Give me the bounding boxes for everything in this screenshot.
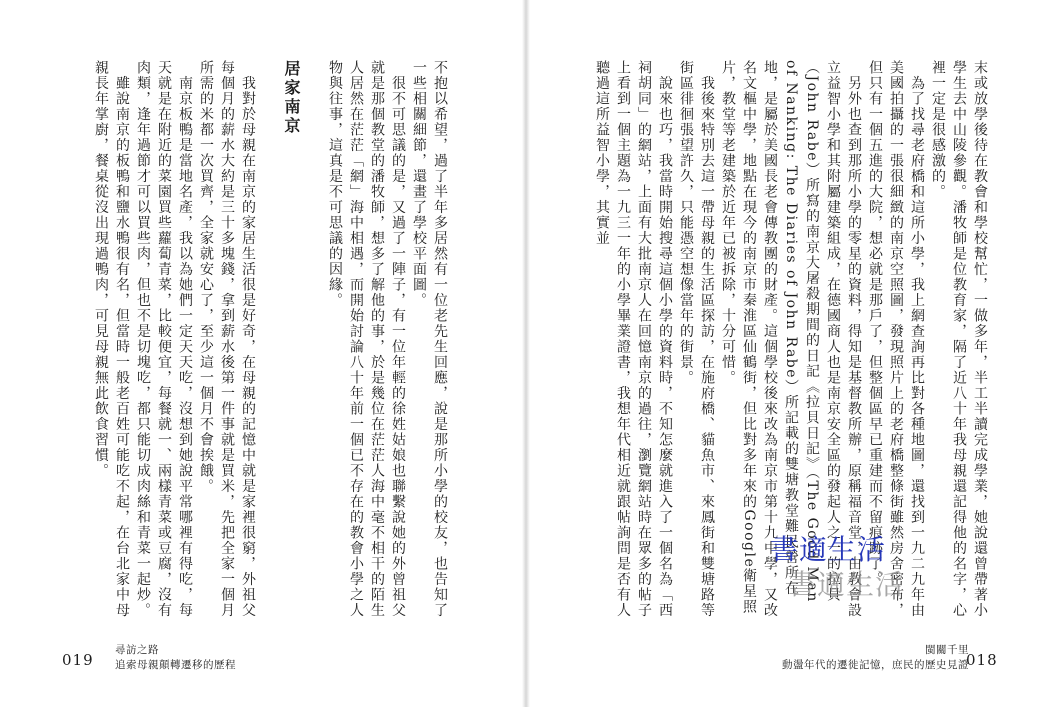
page-number-left: 019 <box>62 651 94 669</box>
paragraph: 為了找尋老府橋和這所小學，我上網查詢再比對各種地圖，還找到一九二九年由美國拍攝的一張很細緻的南京空照圖，發現照片上的老府橋整條街雖然房舍密布，但只有一個五進的大院，想必就是那戶了，但整個區早已重建而不留痕跡了。 <box>867 60 925 618</box>
watermark-gray: 書適生活 <box>788 568 905 601</box>
paragraph: 另外也查到那所小學的零星的資料，得知是基督教所辦，原稱福音堂，由教會設立益智小學和其附屬建築組成，在德國商人也是南京安全區的發起人之一的拉貝（John Rabe）所寫的南京大屠殺期間的日記《拉貝日記》（The Good Man of Nanking: The Diaries of John Rabe）所記載的雙塘教堂難民營所在地，是屬於美國長老會傳教團的財產。這個學校後來改為南京市第十九中學，又改名文樞中學，地點在現今的南京市秦淮區仙鶴街，但比對多年來的Google衛星照片，教堂等老建築於近年已被拆除，十分可惜。 <box>720 60 862 618</box>
running-head-title: 尋訪之路 <box>115 644 159 656</box>
paragraph: 說來也巧，我當時開始搜尋這個小學的資料時，不知怎麼就進入了一個名為「西祠胡同」的網站，上面有大批南京人在回憶南京的過往，瀏覽網站時在眾多的帖子上看到一個主題為一九三一年的小學畢業證書，我想年代相近就跟帖詢問是否有人聽過這所益智小學，其實並 <box>594 60 673 618</box>
left-page-body <box>60 60 450 620</box>
paragraph: 很不可思議的是，又過了一陣子，有一位年輕的徐姓姑娘也聯繫說她的外曾祖父就是那個教堂的潘牧師，想多了解他的事，於是幾位在茫茫人海中毫不相干的陌生人居然在茫茫「網」海中相遇，而開始討論八十年前一個已不存在的教會小學之人物與往事，這真是不可思議的因緣。 <box>327 60 406 618</box>
watermark-blue: 書適生活 <box>770 533 887 566</box>
paragraph: 我對於母親在南京的家居生活很是好奇，在母親的記憶中就是家裡很窮，外祖父每個月的薪水大約是三十多塊錢，拿到薪水後第一件事就是買米，先把全家一個月所需的米都一次買齊，全家就安心了，至少這一個月不會挨餓。 <box>198 60 256 618</box>
paragraph: 末或放學後待在教會和學校幫忙，一做多年，半工半讀完成學業，她說還曾帶著小學生去中山陵參觀。潘牧師是位教育家，隔了近八十年我母親還記得他的名字，心裡一定是很感激的。 <box>930 60 988 618</box>
page-number-right: 018 <box>966 651 998 669</box>
paragraph: 南京板鴨是當地名產，我以為她們一定天天吃，沒想到她說平常哪裡有得吃，每天就是在附近的菜園買些蘿蔔青菜，比較便宜，每餐就一、兩樣青菜或豆腐，沒有肉類，逢年過節才可以買些肉，但也不是切塊吃，都只能切成肉絲和青菜一起炒。 <box>135 60 193 618</box>
section-heading: 居家南京 <box>282 60 301 136</box>
paragraph: 不抱以希望，過了半年多居然有一位老先生回應，說是那所小學的校友，也告知了一些相關細節，還畫了學校平面圖。 <box>411 60 448 618</box>
paragraph: 雖說南京的板鴨和鹽水鴨很有名，但當時一般老百姓可能吃不起，在台北家中母親長年掌廚，餐桌從沒出現過鴨肉，可見母親無此飲食習慣。 <box>93 60 130 618</box>
running-head-subtitle: 動盪年代的遷徙記憶，庶民的歷史見證 <box>782 659 969 672</box>
running-head-subtitle: 追索母親顛轉遷移的歷程 <box>115 659 236 672</box>
paragraph: 我後來特別去這一帶母親的生活區探訪，在施府橋、貓魚市、來鳳街和雙塘路等街區徘徊張望許久，只能憑空想像當年的街景。 <box>678 60 715 618</box>
running-head-right <box>782 643 969 673</box>
running-head-title: 閩關千里 <box>925 644 969 656</box>
book-gutter <box>522 0 530 707</box>
running-head-left <box>115 643 236 673</box>
